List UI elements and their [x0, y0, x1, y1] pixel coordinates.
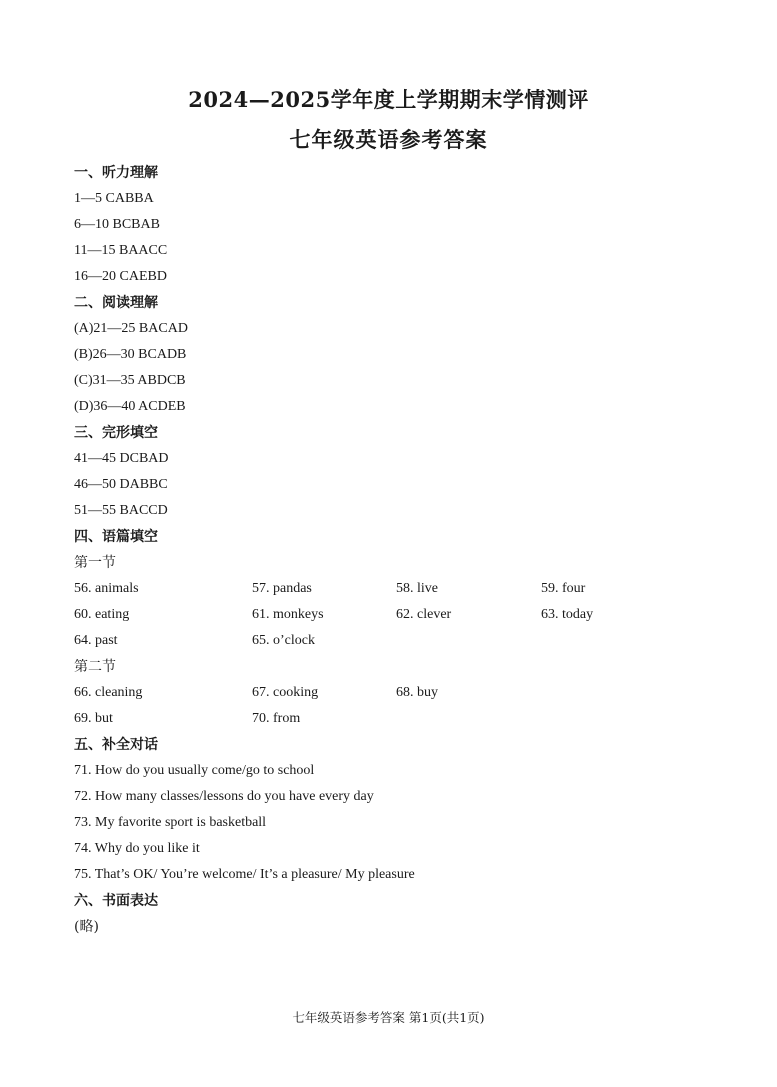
dialogue-heading: 五、补全对话	[74, 737, 158, 753]
reading-line: (B)26—30 BCADB	[74, 347, 187, 362]
gap-fill-row	[74, 576, 734, 602]
answer-cell: 68. buy	[396, 685, 438, 700]
answer-cell: 65. o’clock	[252, 633, 315, 648]
gap-fill-part1-label: 第一节	[74, 555, 116, 571]
writing-note: (略)	[74, 919, 99, 935]
listening-line: 16—20 CAEBD	[74, 269, 167, 284]
answer-cell: 59. four	[541, 581, 586, 596]
cloze-heading: 三、完形填空	[74, 425, 158, 441]
dialogue-line: 75. That’s OK/ You’re welcome/ It’s a pleasure/ My pleasure	[74, 867, 415, 882]
answer-cell: 67. cooking	[252, 685, 319, 700]
listening-line: 6—10 BCBAB	[74, 217, 160, 232]
answer-cell: 66. cleaning	[74, 685, 143, 700]
cloze-line: 41—45 DCBAD	[74, 451, 169, 466]
answer-cell: 69. but	[74, 711, 113, 726]
gap-fill-heading: 四、语篇填空	[74, 529, 158, 545]
cloze-line: 46—50 DABBC	[74, 477, 168, 492]
answer-cell: 61. monkeys	[252, 607, 324, 622]
writing-heading: 六、书面表达	[74, 893, 158, 909]
dialogue-line: 71. How do you usually come/go to school	[74, 763, 315, 778]
listening-line: 1—5 CABBA	[74, 191, 154, 206]
listening-heading: 一、听力理解	[74, 165, 158, 181]
dialogue-line: 73. My favorite sport is basketball	[74, 815, 267, 830]
answer-cell: 70. from	[252, 711, 301, 726]
answer-cell: 57. pandas	[252, 581, 312, 596]
gap-fill-row	[74, 602, 734, 628]
listening-line: 11—15 BAACC	[74, 243, 168, 258]
reading-heading: 二、阅读理解	[74, 295, 158, 311]
reading-line: (D)36—40 ACDEB	[74, 399, 186, 414]
gap-fill-part2-label: 第二节	[74, 659, 116, 675]
document-title: 2024—2025学年度上学期期末学情测评	[188, 87, 589, 112]
gap-fill-row	[74, 680, 734, 706]
answer-cell: 62. clever	[396, 607, 452, 622]
document-subtitle: 七年级英语参考答案	[289, 127, 488, 152]
dialogue-line: 72. How many classes/lessons do you have every day	[74, 789, 374, 804]
gap-fill-row	[74, 706, 734, 732]
answer-cell: 64. past	[74, 633, 118, 648]
reading-line: (A)21—25 BACAD	[74, 321, 188, 336]
dialogue-line: 74. Why do you like it	[74, 841, 200, 856]
page-footer: 七年级英语参考答案 第1页(共1页)	[292, 1010, 485, 1025]
answer-cell: 60. eating	[74, 607, 130, 622]
reading-line: (C)31—35 ABDCB	[74, 373, 186, 388]
cloze-line: 51—55 BACCD	[74, 503, 168, 518]
gap-fill-row	[74, 628, 734, 654]
answer-cell: 63. today	[541, 607, 594, 622]
answer-cell: 56. animals	[74, 581, 139, 596]
answer-key	[74, 160, 734, 940]
answer-cell: 58. live	[396, 581, 438, 596]
